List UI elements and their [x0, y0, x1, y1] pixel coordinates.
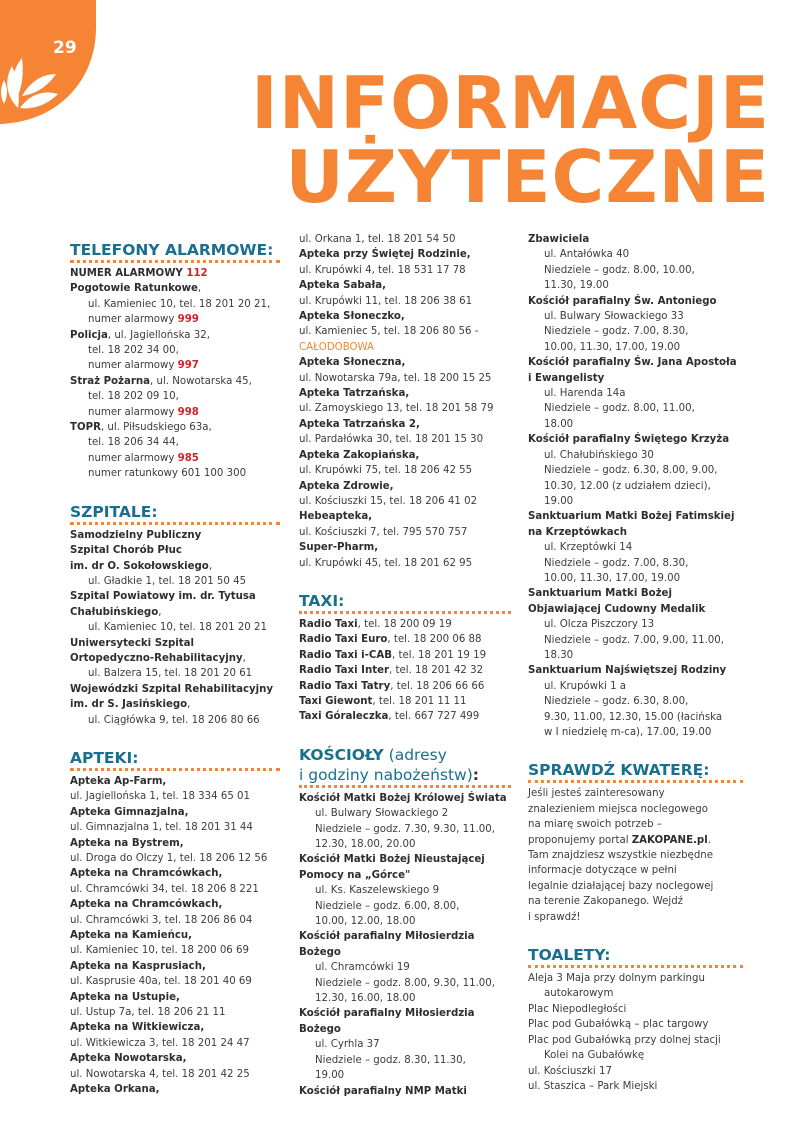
sprawdz-text: Tam znajdziesz wszystkie niezbędne [528, 850, 714, 862]
church-hours: Niedziele – godz. 6.30, 8.00, 9.00, [544, 465, 718, 477]
pharmacy-name: Apteka Tatrzańska 2, [299, 418, 420, 430]
policja-address: , ul. Jagiellońska 32, [107, 329, 210, 341]
topr-rescue-number: numer ratunkowy 601 100 300 [88, 468, 247, 480]
church-address: ul. Harenda 14a [544, 388, 626, 400]
church-address: ul. Ks. Kaszelewskiego 9 [315, 885, 440, 897]
hospital-2-address: ul. Kamieniec 10, tel. 18 201 20 21 [88, 622, 267, 634]
taxi-name: Taxi Góraleczka [299, 711, 389, 723]
hospital-1-name-line-1: Samodzielny Publiczny [70, 529, 202, 541]
church-name: na Krzeptówkach [528, 526, 627, 538]
policja-number: 997 [177, 360, 199, 372]
taxi-item [299, 617, 511, 632]
number-label: numer alarmowy [88, 406, 178, 418]
straz-name: Straż Pożarna [70, 375, 151, 387]
church-name: Kościół parafialny Miłosierdzia [299, 1008, 475, 1020]
pharmacy-address: ul. Kasprusie 40a, tel. 18 201 40 69 [70, 976, 252, 988]
church-name: Kościół parafialny Miłosierdzia [299, 931, 475, 943]
pharmacy-name: Apteka Orkana, [70, 1084, 160, 1096]
punct: : [472, 765, 479, 784]
policja-name: Policja [70, 329, 108, 341]
pharmacy-address: ul. Kamieniec 10, tel. 18 200 06 69 [70, 945, 249, 957]
pharmacy-address: ul. Kościuszki 7, tel. 795 570 757 [299, 526, 468, 538]
hospital-1-address: ul. Gładkie 1, tel. 18 201 50 45 [88, 575, 247, 587]
sprawdz-text: i sprawdź! [528, 911, 581, 923]
taxi-phone: , tel. 18 201 42 32 [389, 665, 484, 677]
pharmacy-name: Apteka na Ustupie, [70, 991, 180, 1003]
church-address: ul. Bulwary Słowackiego 33 [544, 311, 684, 323]
pharmacy-address: ul. Zamoyskiego 13, tel. 18 201 58 79 [299, 403, 494, 415]
pharmacy-address: ul. Kościuszki 15, tel. 18 206 41 02 [299, 495, 478, 507]
portal-link[interactable]: ZAKOPANE.pl [631, 834, 708, 846]
church-hours: 10.00, 12.00, 18.00 [315, 916, 416, 928]
taxi-name: Radio Taxi Inter [299, 665, 390, 677]
sprawdz-text: na miarę swoich potrzeb – [528, 819, 662, 831]
open-24h-label: CAŁODOBOWA [299, 341, 375, 353]
pharmacy-name: Apteka na Kamieńcu, [70, 930, 193, 942]
church-hours: Niedziele – godz. 7.00, 8.30, [544, 326, 689, 338]
pharmacy-name: Apteka Zakopiańska, [299, 449, 420, 461]
dotted-divider [528, 965, 743, 968]
church-address: ul. Cyrhla 37 [315, 1039, 380, 1051]
dotted-divider [299, 785, 511, 788]
pharmacy-address: ul. Droga do Olczy 1, tel. 18 206 12 56 [70, 853, 268, 864]
church-hours: Niedziele – godz. 7.00, 9.00, 11.00, [544, 634, 725, 646]
alarm-number-line [70, 266, 280, 281]
section-heading-apteki: APTEKI: [70, 748, 139, 767]
straz-title [70, 374, 280, 389]
sprawdz-text: legalnie działającej bazy noclegowej [528, 880, 714, 892]
taxi-name: Taxi Giewont [299, 695, 373, 707]
punct: , [242, 652, 246, 664]
pharmacy-name: Apteka na Chramcówkach, [70, 868, 223, 880]
section-heading-toalety: TOALETY: [528, 946, 611, 965]
church-hours: 11.30, 19.00 [544, 280, 609, 292]
dotted-divider [70, 260, 280, 263]
taxi-phone: , tel. 18 201 11 11 [372, 695, 467, 707]
church-hours: Niedziele – godz. 8.30, 11.30, [315, 1054, 466, 1066]
straz-phone: tel. 18 202 09 10, [88, 391, 179, 403]
church-hours: 12.30, 16.00, 18.00 [315, 993, 416, 1005]
hospital-4-address: ul. Ciągłówka 9, tel. 18 206 80 66 [88, 714, 260, 726]
policja-title [70, 328, 280, 343]
church-hours: 10.00, 11.30, 17.00, 19.00 [544, 572, 681, 584]
pharmacy-name: Apteka Nowotarska, [70, 1053, 187, 1065]
sprawdz-text: proponujemy portal [528, 834, 632, 846]
hospital-1-name-line-3 [70, 559, 280, 574]
hospital-3-address: ul. Balzera 15, tel. 18 201 20 61 [88, 668, 253, 680]
pharmacy-name: Apteka na Witkiewicza, [70, 1022, 205, 1034]
title-line-2: UŻYTECZNE [285, 135, 770, 219]
pogotowie-name: Pogotowie Ratunkowe [70, 283, 198, 295]
hospital-1-name-line-2: Szpital Chorób Płuc [70, 545, 182, 557]
church-name: Bożego [299, 1023, 341, 1035]
church-name: Zbawiciela [528, 234, 590, 245]
taxi-name: Radio Taxi Tatry [299, 680, 391, 692]
pharmacy-name: Apteka Zdrowie, [299, 480, 394, 492]
sprawdz-text: informacje dotyczące w pełni [528, 865, 677, 877]
church-name: Sanktuarium Matki Bożej Fatimskiej [528, 511, 735, 523]
pogotowie-address: ul. Kamieniec 10, tel. 18 201 20 21, [88, 298, 271, 310]
dotted-divider [70, 522, 280, 525]
church-address: ul. Krzeptówki 14 [544, 542, 633, 554]
hospital-3-name-line-1: Uniwersytecki Szpital [70, 637, 194, 649]
taxi-item [299, 679, 511, 694]
dotted-divider [70, 768, 280, 771]
hospital-4-patron: im. dr S. Jasińskiego [70, 699, 188, 711]
policja-phone: tel. 18 202 34 00, [88, 345, 179, 357]
pharmacy-address: ul. Gimnazjalna 1, tel. 18 201 31 44 [70, 822, 253, 834]
church-name: Kościół Matki Bożej Nieustającej [299, 854, 485, 866]
church-address: ul. Chałubińskiego 30 [544, 449, 654, 461]
church-hours: w I niedzielę m-ca), 17.00, 19.00 [544, 727, 712, 738]
toilet-location: Plac pod Gubałówką – plac targowy [528, 1019, 709, 1031]
alarm-number-label: NUMER ALARMOWY [70, 268, 187, 279]
hospital-1-patron: im. dr O. Sokołowskiego [70, 560, 209, 572]
taxi-item [299, 648, 511, 663]
page-number: 29 [53, 38, 77, 58]
topr-number: 985 [177, 452, 199, 464]
taxi-phone: , tel. 18 200 06 88 [387, 634, 482, 646]
pharmacy-address: ul. Kamieniec 5, tel. 18 206 80 56 - [299, 326, 479, 338]
taxi-phone: , tel. 667 727 499 [388, 711, 480, 723]
church-name: Kościół Matki Bożej Królowej Świata [299, 792, 507, 804]
pharmacy-name: Apteka Sabała, [299, 280, 387, 292]
toilet-location: autokarowym [544, 988, 614, 1000]
section-heading-koscioly [299, 745, 511, 785]
pharmacy-address: ul. Pardałówka 30, tel. 18 201 15 30 [299, 434, 484, 446]
hospital-2-name-line-1: Szpital Powiatowy im. dr. Tytusa [70, 591, 256, 603]
section-heading-taxi: TAXI: [299, 591, 345, 610]
church-name: Sanktuarium Matki Bożej [528, 588, 672, 600]
taxi-item [299, 709, 511, 724]
pharmacy-address: ul. Witkiewicza 3, tel. 18 201 24 47 [70, 1037, 250, 1049]
sprawdz-portal-line [528, 833, 743, 848]
pharmacy-address: ul. Krupówki 4, tel. 18 531 17 78 [299, 264, 466, 276]
taxi-item [299, 632, 511, 647]
church-hours: Niedziele – godz. 6.30, 8.00, [544, 696, 689, 708]
toilet-location: Plac Niepodległości [528, 1003, 627, 1015]
toilet-location: Aleja 3 Maja przy dolnym parkingu [528, 973, 705, 985]
number-label: numer alarmowy [88, 452, 178, 464]
dotted-divider [299, 611, 511, 614]
punct: . [707, 834, 711, 846]
punct: , [187, 699, 191, 711]
pharmacy-address: ul. Nowotarska 79a, tel. 18 200 15 25 [299, 372, 492, 384]
hospital-4-name-line-1: Wojewódzki Szpital Rehabilitacyjny [70, 683, 274, 695]
dotted-divider [528, 780, 743, 783]
taxi-name: Radio Taxi i-CAB [299, 649, 393, 661]
toilet-location: Plac pod Gubałówką przy dolnej stacji [528, 1034, 721, 1046]
pharmacy-address: ul. Orkana 1, tel. 18 201 54 50 [299, 234, 456, 245]
church-name: Sanktuarium Najświętszej Rodziny [528, 665, 727, 677]
church-hours: Niedziele – godz. 7.30, 9.30, 11.00, [315, 823, 496, 835]
toilet-location: ul. Staszica – Park Miejski [528, 1080, 658, 1092]
sprawdz-text: Jeśli jesteś zainteresowany [528, 788, 665, 800]
pharmacy-address: ul. Chramcówki 34, tel. 18 206 8 221 [70, 883, 259, 895]
church-hours: 19.00 [544, 495, 574, 507]
church-name: Kościół parafialny Św. Jana Apostoła [528, 357, 737, 369]
topr-number-line [70, 451, 280, 466]
alarm-number: 112 [186, 268, 208, 279]
section-heading-sprawdz: SPRAWDŹ KWATERĘ: [528, 761, 710, 780]
church-name: Objawiającej Cudowny Medalik [528, 603, 706, 615]
pharmacy-address: ul. Nowotarska 4, tel. 18 201 42 25 [70, 1068, 250, 1080]
taxi-name: Radio Taxi [299, 618, 358, 630]
church-name: Kościół parafialny Św. Antoniego [528, 295, 717, 307]
taxi-phone: , tel. 18 200 09 19 [357, 618, 452, 630]
hospital-3-name-line-2 [70, 651, 280, 666]
pharmacy-name: Apteka na Bystrem, [70, 837, 184, 849]
taxi-phone: , tel. 18 201 19 19 [392, 649, 487, 661]
church-address: ul. Olcza Piszczory 13 [544, 619, 655, 631]
punct: , [158, 606, 162, 618]
column-3 [528, 232, 743, 1094]
church-name: Kościół parafialny Świętego Krzyża [528, 434, 730, 446]
pogotowie-title [70, 281, 280, 296]
church-hours: 9.30, 11.00, 12.30, 15.00 (łacińska [544, 711, 723, 723]
sprawdz-text: znalezieniem miejsca noclegowego [528, 803, 708, 815]
pharmacy-address: ul. Chramcówki 3, tel. 18 206 86 04 [70, 914, 253, 926]
taxi-name: Radio Taxi Euro [299, 634, 388, 646]
toilet-location: Kolei na Gubałówkę [544, 1050, 645, 1062]
pharmacy-name: Apteka na Chramcówkach, [70, 899, 223, 911]
pharmacy-name: Apteka Słoneczna, [299, 357, 406, 369]
hospital-4-name-line-2 [70, 697, 280, 712]
pharmacy-name: Apteka Gimnazjalna, [70, 806, 189, 818]
section-heading-szpitale: SZPITALE: [70, 502, 158, 521]
hospital-2-patron: Chałubińskiego [70, 606, 159, 618]
sprawdz-text: na terenie Zakopanego. Wejdź [528, 896, 684, 908]
title-line-1: INFORMACJE [250, 61, 770, 145]
church-address: ul. Chramcówki 19 [315, 962, 410, 974]
pogotowie-number-line [70, 312, 280, 327]
church-hours: 18.30 [544, 649, 574, 661]
punct: , [197, 283, 202, 295]
corner-leaf-ornament [0, 0, 96, 124]
church-hours: Niedziele – godz. 8.00, 11.00, [544, 403, 695, 415]
pharmacy-address: ul. Krupówki 75, tel. 18 206 42 55 [299, 465, 473, 477]
page-title [250, 61, 770, 219]
church-name: i Ewangelisty [528, 372, 605, 384]
pharmacy-name: Apteka Tatrzańska, [299, 388, 410, 400]
pharmacy-list [70, 774, 280, 1098]
church-hours: 10.00, 11.30, 17.00, 19.00 [544, 341, 681, 353]
taxi-item [299, 694, 511, 709]
taxi-list [299, 617, 511, 725]
pharmacy-name: Apteka Słoneczko, [299, 311, 405, 323]
church-name: Kościół parafialny NMP Matki [299, 1085, 467, 1097]
church-hours: 18.00 [544, 418, 574, 430]
church-address: ul. Antałówka 40 [544, 249, 630, 261]
church-hours: 10.30, 12.00 (z udziałem dzieci), [544, 480, 711, 492]
section-heading-alarm: TELEFONY ALARMOWE: [70, 241, 274, 259]
pharmacy-name: Apteka na Kasprusiach, [70, 960, 206, 972]
pharmacy-name: Apteka Ap-Farm, [70, 775, 167, 787]
number-label: numer alarmowy [88, 360, 178, 372]
koscioly-heading-sub-1: (adresy [383, 745, 447, 764]
koscioly-heading-sub-2: i godziny nabożeństw) [299, 765, 473, 784]
pharmacy-address: ul. Ustup 7a, tel. 18 206 21 11 [70, 1007, 226, 1019]
column-2 [299, 232, 511, 1099]
taxi-phone: , tel. 18 206 66 66 [390, 680, 485, 692]
straz-number: 998 [177, 406, 199, 418]
church-hours: 12.30, 18.00, 20.00 [315, 839, 416, 850]
topr-address: , ul. Piłsudskiego 63a, [100, 422, 212, 434]
church-hours: Niedziele – godz. 8.00, 10.00, [544, 264, 695, 276]
pharmacy-name: Super-Pharm, [299, 542, 379, 554]
pharmacy-name: Hebeapteka, [299, 511, 373, 523]
hospital-2-name-line-2 [70, 605, 280, 620]
number-label: numer alarmowy [88, 314, 178, 326]
toilet-list [528, 971, 743, 1094]
straz-number-line [70, 405, 280, 420]
column-1 [70, 232, 280, 1098]
church-address: ul. Bulwary Słowackiego 2 [315, 808, 449, 820]
pharmacy-address: ul. Krupówki 11, tel. 18 206 38 61 [299, 295, 473, 307]
church-name: Bożego [299, 946, 341, 958]
topr-title [70, 420, 280, 435]
pharmacy-address: ul. Krupówki 45, tel. 18 201 62 95 [299, 557, 473, 569]
church-address: ul. Krupówki 1 a [544, 680, 627, 692]
policja-number-line [70, 358, 280, 373]
church-hours: Niedziele – godz. 7.00, 8.30, [544, 557, 689, 569]
church-hours: 19.00 [315, 1070, 345, 1082]
koscioly-heading-bold: KOŚCIOŁY [299, 745, 384, 764]
hospital-3-type: Ortopedyczno-Rehabilitacyjny [70, 652, 243, 664]
topr-name: TOPR [70, 422, 101, 434]
taxi-item [299, 663, 511, 678]
toilet-location: ul. Kościuszki 17 [528, 1065, 612, 1077]
topr-phone: tel. 18 206 34 44, [88, 437, 179, 449]
church-hours: Niedziele – godz. 6.00, 8.00, [315, 900, 460, 912]
church-name: Pomocy na „Górce" [299, 869, 411, 881]
straz-address: , ul. Nowotarska 45, [150, 375, 252, 387]
pharmacy-address: ul. Jagiellońska 1, tel. 18 334 65 01 [70, 791, 251, 803]
punct: , [208, 560, 213, 572]
pharmacy-name: Apteka przy Świętej Rodzinie, [299, 249, 471, 261]
church-hours: Niedziele – godz. 8.00, 9.30, 11.00, [315, 977, 496, 989]
pogotowie-number: 999 [177, 314, 199, 326]
